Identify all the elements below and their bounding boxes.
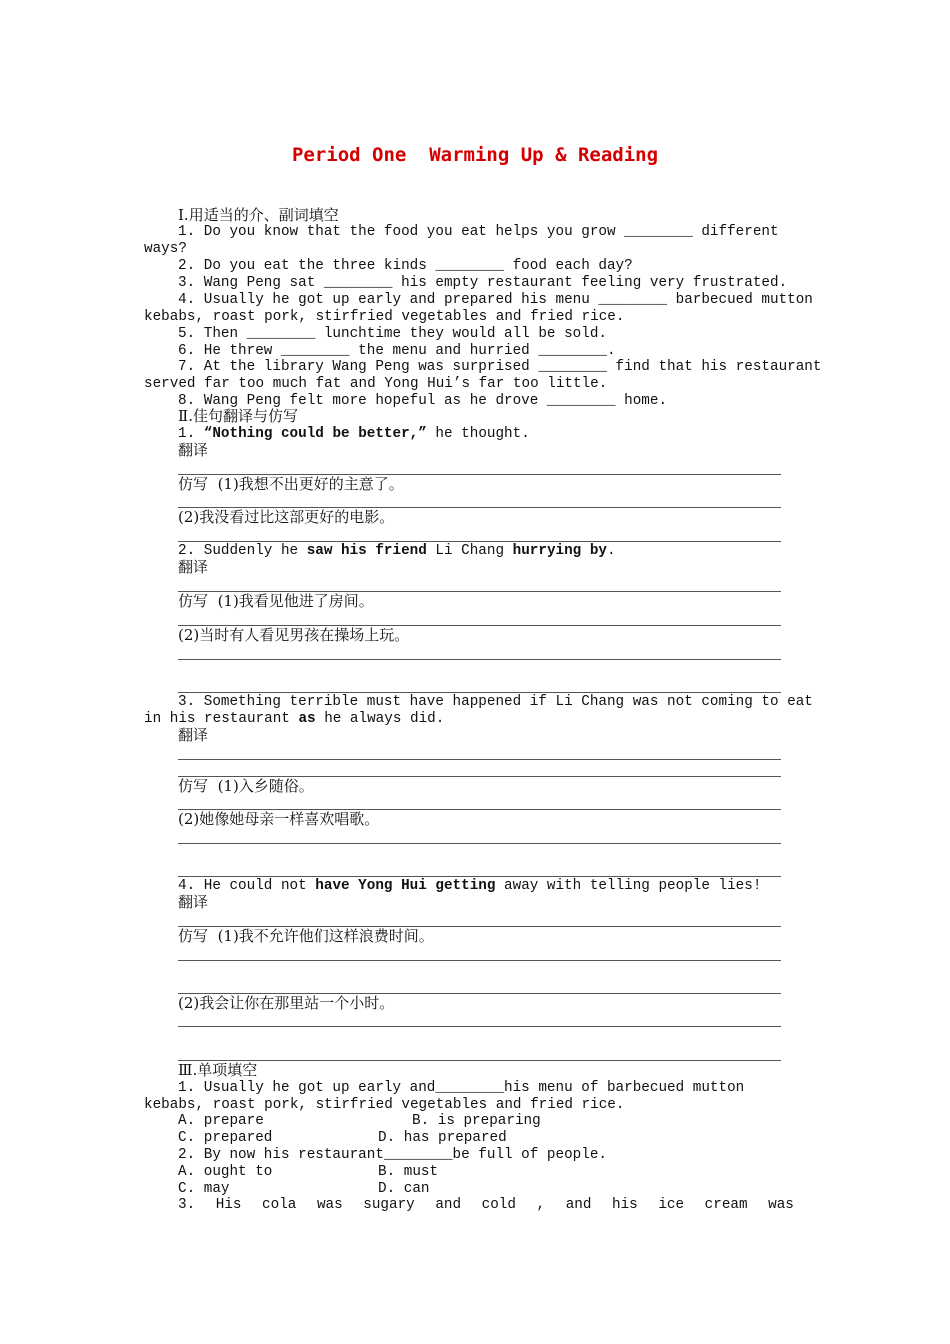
s3-q2-option-b: B. must [378,1164,439,1180]
s2-item1-sentence: 1. “Nothing could be better,” he thought. [178,426,530,442]
s1-q1-line1: 1. Do you know that the food you eat helps you grow ________ different [178,224,779,240]
s1-q5: 5. Then ________ lunchtime they would all be sold. [178,326,607,342]
s1-q4-line2: kebabs, roast pork, stirfried vegetables and fried rice. [144,309,625,325]
s3-q1-line2: kebabs, roast pork, stirfried vegetables and fried rice. [144,1097,625,1113]
s3-q1-option-c: C. prepared [178,1130,273,1146]
s1-q7-line2: served far too much fat and Yong Hui’s far too little. [144,376,608,392]
s3-q1-option-b: B. is preparing [412,1113,541,1129]
s2-item1-translate-label: 翻译 [178,441,209,459]
answer-line [178,960,781,961]
s2-item4-prompt2: (2)我会让你在那里站一个小时。 [178,994,395,1012]
s2-item4-sentence: 4. He could not have Yong Hui getting away with telling people lies! [178,878,762,894]
s2-item3-line1: 3. Something terrible must have happened if Li Chang was not coming to eat [178,694,813,710]
s3-q1-line1: 1. Usually he got up early and________his menu of barbecued mutton [178,1080,745,1096]
s2-item3-imitate: 仿写 (1)入乡随俗。 [178,777,314,795]
s3-q2: 2. By now his restaurant________be full of people. [178,1147,607,1163]
section-1-heading: Ⅰ.用适当的介、副词填空 [178,206,339,224]
s3-q1-option-a: A. prepare [178,1113,264,1129]
s2-item2-prompt2: (2)当时有人看见男孩在操场上玩。 [178,626,410,644]
page-title: Period One Warming Up & Reading [291,144,659,166]
s1-q8: 8. Wang Peng felt more hopeful as he drove ________ home. [178,393,668,409]
answer-line [178,1060,781,1061]
s2-item1-imitate: 仿写 (1)我想不出更好的主意了。 [178,475,404,493]
s2-item1-highlight: “Nothing could be better,” [203,426,427,442]
answer-line [178,692,781,693]
s2-item4-translate-label: 翻译 [178,893,209,911]
section-2-heading: Ⅱ.佳句翻译与仿写 [178,407,298,425]
answer-line [178,541,781,542]
answer-line [178,759,781,760]
s3-q3-line1: 3. His cola was sugary and cold , and his ice cream was [178,1197,794,1213]
s2-item1-prompt2: (2)我没看过比这部更好的电影。 [178,508,395,526]
s1-q3: 3. Wang Peng sat ________ his empty restaurant feeling very frustrated. [178,275,788,291]
s3-q2-option-a: A. ought to [178,1164,273,1180]
s2-item3-prompt2: (2)她像她母亲一样喜欢唱歌。 [178,810,380,828]
s2-item3-line2: in his restaurant as he always did. [144,711,445,727]
answer-line [178,843,781,844]
section-3-heading: Ⅲ.单项填空 [178,1061,258,1079]
s2-item3-translate-label: 翻译 [178,726,209,744]
answer-line [178,1026,781,1027]
s1-q2: 2. Do you eat the three kinds ________ food each day? [178,258,633,274]
s3-q2-option-d: D. can [378,1181,430,1197]
s1-q6: 6. He threw ________ the menu and hurried ________. [178,343,616,359]
answer-line [178,659,781,660]
s3-q2-option-c: C. may [178,1181,230,1197]
s2-item2-translate-label: 翻译 [178,558,209,576]
answer-line [178,876,781,877]
s1-q4-line1: 4. Usually he got up early and prepared his menu ________ barbecued mutton [178,292,813,308]
s2-item2-sentence: 2. Suddenly he saw his friend Li Chang hurrying by. [178,543,616,559]
s2-item4-imitate: 仿写 (1)我不允许他们这样浪费时间。 [178,927,434,945]
s1-q1-line2: ways? [144,241,187,257]
s3-q1-option-d: D. has prepared [378,1130,507,1146]
s1-q7-line1: 7. At the library Wang Peng was surprised ________ find that his restaurant [178,359,822,375]
s2-item2-imitate: 仿写 (1)我看见他进了房间。 [178,592,374,610]
